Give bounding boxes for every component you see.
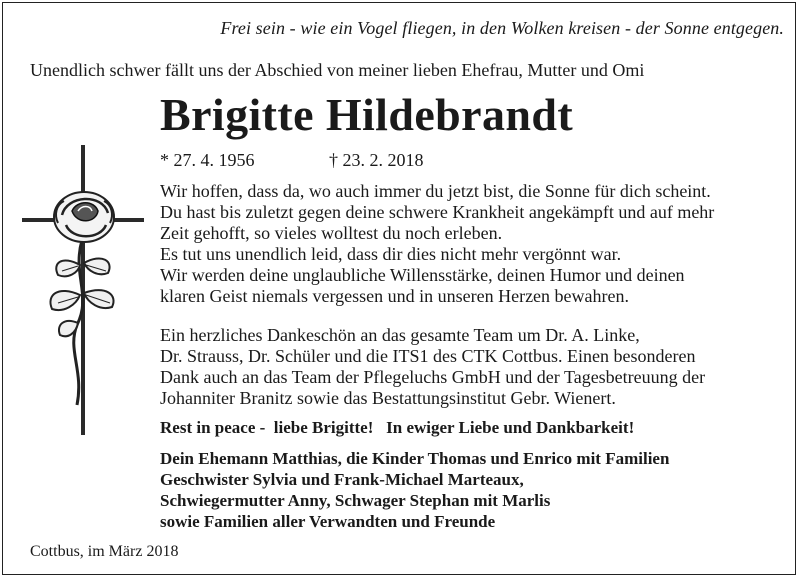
text-line: Wir hoffen, dass da, wo auch immer du jetzt bist, die Sonne für dich scheint. [160,181,711,201]
mourner-line: sowie Familien aller Verwandten und Freunde [160,512,496,531]
text-line: Wir werden deine unglaubliche Willensstärke, deinen Humor und deinen [160,265,685,285]
place-and-date: Cottbus, im März 2018 [30,543,179,560]
text-line: Du hast bis zuletzt gegen deine schwere Krankheit angekämpft und auf mehr [160,202,715,222]
deceased-name: Brigitte Hildebrandt [160,89,574,140]
cross-with-rose-icon [22,145,152,435]
mourners-list [160,448,669,532]
life-dates [160,150,424,171]
mourner-line: Dein Ehemann Matthias, die Kinder Thomas und Enrico mit Familien [160,449,670,468]
intro-line: Unendlich schwer fällt uns der Abschied von meiner lieben Ehefrau, Mutter und Omi [30,60,645,80]
text-line: Johanniter Branitz sowie das Bestattungsinstitut Gebr. Wienert. [160,388,616,408]
text-line: Dank auch an das Team der Pflegeluchs GmbH und der Tagesbetreuung der [160,367,706,387]
death-date: † 23. 2. 2018 [329,150,424,170]
text-line: Zeit gehofft, so vieles wolltest du noch erleben. [160,223,503,243]
thanks-text [160,325,790,409]
motto: Frei sein - wie ein Vogel fliegen, in den Wolken kreisen - der Sonne entgegen. [220,18,784,38]
mourner-line: Geschwister Sylvia und Frank-Michael Marteaux, [160,470,524,489]
rest-in-peace-line: Rest in peace - liebe Brigitte! In ewiger Liebe und Dankbarkeit! [160,418,635,437]
text-line: klaren Geist niemals vergessen und in unseren Herzen bewahren. [160,286,630,306]
mourner-line: Schwiegermutter Anny, Schwager Stephan mit Marlis [160,491,551,510]
farewell-text [160,181,790,307]
text-line: Ein herzliches Dankeschön an das gesamte Team um Dr. A. Linke, [160,325,640,345]
text-line: Dr. Strauss, Dr. Schüler und die ITS1 des CTK Cottbus. Einen besonderen [160,346,696,366]
birth-date: * 27. 4. 1956 [160,150,255,170]
text-line: Es tut uns unendlich leid, dass dir dies nicht mehr vergönnt war. [160,244,622,264]
